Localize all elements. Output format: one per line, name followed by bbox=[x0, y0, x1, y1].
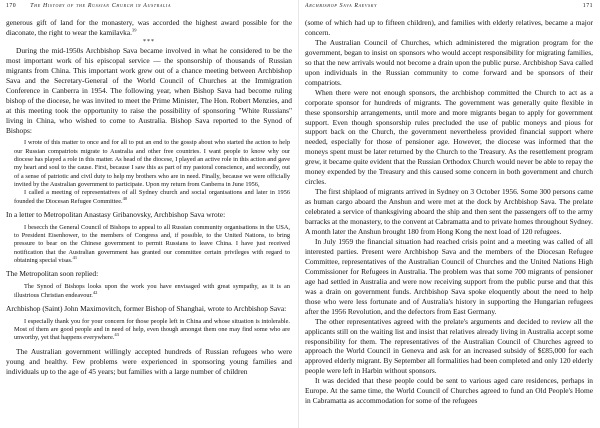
quote-paragraph: I called a meeting of representatives of all Sydney church and social organisations and later in 1956 founded the Diocesan Refugee Committee.$^{40}$ bbox=[14, 189, 290, 205]
paragraph: The Australian Council of Churches, which administered the migration program for the government, began to insist on sponsors who would accept responsibility for migrating families, so that the new arrivals would not become a drain upon the public purse. Archbishop Sava called upon individuals in the Russian community to come forward and be sponsors of their compatriots. bbox=[305, 37, 593, 87]
left-page bbox=[6, 0, 292, 428]
quote-paragraph: I especially thank you for your concern for those people left in China and whose situation is intolerable. Most of them are good people and in need of help, even though amongst them one may find some who are unworthy, yet that happens everywhere.$^{43}$ bbox=[14, 317, 290, 342]
quote-paragraph: I besecch the General Council of Bishops to appeal to all Russian community organisations in the USA, to President Eisenhower, to the members of Congress and, if possible, to the United Nations, to bring pressure to bear on the Chinese government to permit Russians to leave China. I have just received notification that the Australian government has granted our committee certain privileges with regard to obtaining special visas.$^{41}$ bbox=[14, 223, 290, 264]
paragraph: In a letter to Metropolitan Anastasy Gribanovsky, Archbishop Sava wrote: bbox=[6, 209, 226, 219]
left-page-number: 170 bbox=[6, 3, 17, 9]
block-quote bbox=[14, 139, 290, 205]
paragraph: During the mid-1950s Archbishop Sava became involved in what he considered to be the most important work of his episcopal service — the sponsorship of thousands of Russian migrants from China. This important work grew out of a chance meeting between Archbishop Sava and the Secretary-General of the World Council of Churches at the Immigration Conference in Canberra in 1954. The following year, when Bishop Sava had become ruling bishop of the diocese, he was invited to meet the Prime Minister, The Hon. Robert Menzies, and at this meeting took the opportunity to raise the possibility of sponsoring "White Russians" living in China, who wished to come to Australia. Bishop Sava reported to the Synod of Bishops: bbox=[6, 45, 292, 135]
section-break: *** bbox=[143, 38, 155, 45]
quote-paragraph: The Synod of Bishops looks upon the work you have envisaged with great sympathy, as it is an illustrious Christian endeavour.$^{42}$ bbox=[14, 283, 290, 299]
paragraph: In July 1959 the financial situation had reached crisis point and a meeting was called of all interested parties. Present were Archbishop Sava and the members of the Diocesan Refugee Committee, representatives of the Australian Council of Churches and the United Nations High Commissioner for Refugees in Australia. The problem was that some 700 migrants of pensioner age had settled in Australia and were now receiving support from the public purse and that this was a drain on government funds. Archbishop Sava spoke eloquently about the need to help those who were less fortunate and of Australia's history in supporting the Hungarian refugees after the 1956 Revolution, and the defectors from East Germany. bbox=[305, 236, 593, 316]
right-page-number: 171 bbox=[582, 3, 593, 9]
paragraph: The first shiplaod of migrants arrived in Sydney on 3 October 1956. Some 300 persons came as human cargo aboard the Anshun and were met at the dock by Archbishop Sava. The prelate celebrated a service of thanksgiving aboard the ship and then sent the passengers off to the army barracks at the monastery, to the convent at Cabramatta and to private homes throughout Sydney. A month later the Anshun brought 180 from Hong Kong the next load of 120 refugees. bbox=[305, 187, 593, 237]
block-quote bbox=[14, 283, 290, 300]
paragraph: The Metropolitan soon replied: bbox=[6, 269, 99, 279]
footnote-ref: 40 bbox=[122, 195, 128, 201]
paragraph: When there were not enough sponsors, the archbishop committed the Church to act as a corporate sponsor for hundreds of migrants. The government was generally quite flexible in these sponsorship arrangements, until more and more migrants began to apply for government support. Even though sponsorship rules precluded the use of public moneys and pious for support back on the Church, the government nevertheless provided financial support where needed, especially for those of pensioner age. However, the diocese was informed that the moneys spent must be later returned by the Church to the Treasury. As the resettlement program grew, it became quite evident that the Russian Orthodox Church would never be able to repay the money expended by the Treasury and this caused some concern in both government and church circles. bbox=[305, 87, 593, 187]
left-running-header bbox=[6, 3, 292, 12]
quote-paragraph: I wrote of this matter to once and for all to put an end to the gossip about who started the action to help our Russian compatriots migrate to Australia and other free countries. I want people to know why our diocese has played a role in this matter. As head of the diocese, I played an active role in this action and gave my heart and soul to the cause. First, because I saw this as part of my pastoral conscience, and secondly, out of a sense of patriotic and civil duty to help my brothers who are in need. Finally, because we were officially invited by the Australian government to participate. Upon my return from Canberra in June 1956, bbox=[14, 139, 290, 188]
right-page-body bbox=[305, 18, 593, 406]
paragraph: It was decided that these people could be sent to various aged care residences, perhaps in Europe. At the same time, the World Council of Churches agreed to fund an Old People's Home in Cabramatta as accommodation for some of the refugees bbox=[305, 376, 593, 406]
left-running-title: The History of the Russian Church in Australia bbox=[30, 3, 172, 9]
footnote-ref: 41 bbox=[72, 254, 78, 260]
book-gutter bbox=[298, 0, 299, 428]
paragraph: Archbishop (Saint) John Maximovitch, former Bishop of Shanghai, wrote to Archbishop Sava: bbox=[6, 303, 287, 313]
paragraph: (some of which had up to fifteen children), and families with elderly relatives, became a major concern. bbox=[305, 18, 593, 37]
paragraph: The Australian government willingly accepted hundreds of Russian refugees who were young and healthy. Few problems were experienced in sponsoring young families and individuals up to the age of 45 years; but families with a large number of children bbox=[6, 346, 292, 376]
footnote-ref: 42 bbox=[92, 289, 98, 295]
block-quote bbox=[14, 224, 290, 265]
footnote-ref: 39 bbox=[132, 27, 137, 33]
right-page bbox=[305, 0, 593, 428]
left-page-body bbox=[6, 18, 292, 377]
paragraph: The other representatives agreed with the prelate's arguments and decided to review all the applicants still on the waiting list and insist that relatives already living in Australia accept some responsibility for them. The representatives of the Australian Council of Churches agreed to approach the World Council in Geneva and ask for an increased subsidy of $£85,000 for each approved elderly migrant. By September all formalities had been completed and only 120 elderly people were left in Harbin without sponsors. bbox=[305, 316, 593, 376]
paragraph: generous gift of land for the monastery, was accorded the highest award possible for the diaconate, the right to wear the kamilavka.$^{39}$ bbox=[6, 18, 292, 37]
right-running-header bbox=[305, 3, 593, 12]
block-quote bbox=[14, 318, 290, 343]
right-running-title: Archbishop Sava Raevsky bbox=[305, 3, 378, 9]
footnote-ref: 43 bbox=[114, 332, 119, 338]
